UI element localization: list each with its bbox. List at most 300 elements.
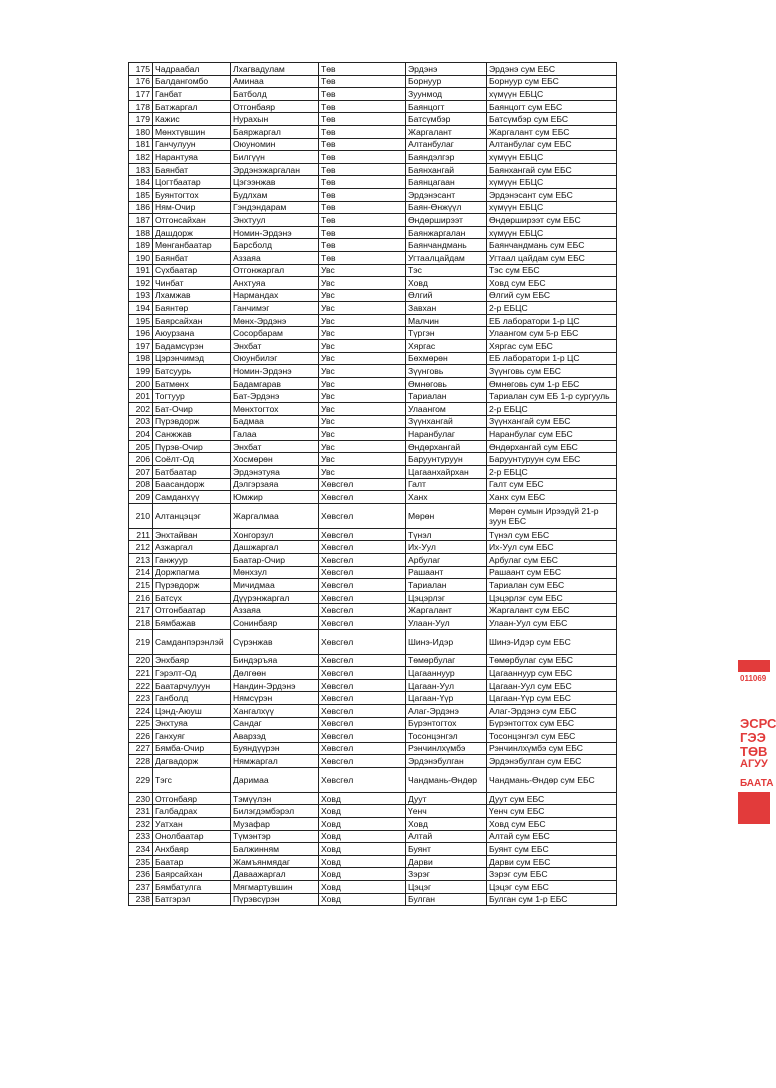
stamp-text-3: ГЭЭ — [740, 730, 766, 745]
table-row — [129, 528, 617, 541]
cell-sum: Ховд — [406, 277, 487, 290]
table-row — [129, 579, 617, 592]
cell-sum: Галт — [406, 478, 487, 491]
cell-parent: Нямжаргал — [231, 755, 319, 768]
cell-sum: Цагаанхайрхан — [406, 466, 487, 479]
table-row — [129, 188, 617, 201]
cell-sum: Мөрөн — [406, 503, 487, 528]
cell-sum: Эрдэнэбулган — [406, 755, 487, 768]
cell-name: Баатар — [153, 855, 231, 868]
cell-place: ЕБ лаборатори 1-р ЦС — [487, 314, 617, 327]
cell-aimag: Төв — [319, 88, 406, 101]
cell-name: Энхтуяа — [153, 717, 231, 730]
cell-sum: Улаан-Уул — [406, 616, 487, 629]
cell-aimag: Хөвсгөл — [319, 503, 406, 528]
cell-place: Өмнөговь сум 1-р ЕБС — [487, 377, 617, 390]
cell-sum: Баян-Өнжүүл — [406, 201, 487, 214]
cell-parent: Сүрэнжав — [231, 629, 319, 654]
cell-parent: Мягмартувшин — [231, 881, 319, 894]
cell-name: Самданпэрэнлэй — [153, 629, 231, 654]
cell-aimag: Төв — [319, 226, 406, 239]
cell-name: Анхбаяр — [153, 843, 231, 856]
table-row — [129, 553, 617, 566]
cell-place: Баянцогт сум ЕБС — [487, 100, 617, 113]
cell-parent: Дөлгөөн — [231, 667, 319, 680]
cell-sum: Баянцогт — [406, 100, 487, 113]
cell-aimag: Хөвсгөл — [319, 717, 406, 730]
cell-parent: Дэлгэрзаяа — [231, 478, 319, 491]
cell-n: 238 — [129, 893, 153, 906]
cell-sum: Жаргалант — [406, 125, 487, 138]
table-row — [129, 75, 617, 88]
cell-sum: Өндөрхангай — [406, 440, 487, 453]
cell-place: хүмүүн ЕБЦС — [487, 201, 617, 214]
cell-sum: Зүүнговь — [406, 365, 487, 378]
cell-name: Соёлт-Од — [153, 453, 231, 466]
cell-name: Батсүх — [153, 591, 231, 604]
cell-place: Цагааннуур сум ЕБС — [487, 667, 617, 680]
cell-aimag: Увс — [319, 264, 406, 277]
cell-n: 198 — [129, 352, 153, 365]
cell-aimag: Увс — [319, 365, 406, 378]
stamp-text-4: ТӨВ — [740, 744, 768, 759]
cell-sum: Алаг-Эрдэнэ — [406, 704, 487, 717]
cell-parent: Аварзэд — [231, 730, 319, 743]
cell-place: Галт сум ЕБС — [487, 478, 617, 491]
cell-sum: Их-Уул — [406, 541, 487, 554]
stamp-text-2: ЭСРС — [740, 716, 776, 731]
cell-place: Арбулаг сум ЕБС — [487, 553, 617, 566]
cell-place: Алаг-Эрдэнэ сум ЕБС — [487, 704, 617, 717]
cell-place: Зэрэг сум ЕБС — [487, 868, 617, 881]
cell-aimag: Төв — [319, 125, 406, 138]
cell-n: 222 — [129, 679, 153, 692]
cell-place: 2-р ЕБЦС — [487, 403, 617, 416]
table-row — [129, 679, 617, 692]
cell-aimag: Хөвсгөл — [319, 491, 406, 504]
cell-aimag: Увс — [319, 415, 406, 428]
cell-place: Алтанбулаг сум ЕБС — [487, 138, 617, 151]
cell-name: Бямбажав — [153, 616, 231, 629]
cell-parent: Жаргалмаа — [231, 503, 319, 528]
table-row — [129, 201, 617, 214]
cell-aimag: Увс — [319, 327, 406, 340]
table-row — [129, 403, 617, 416]
cell-name: Балдангомбо — [153, 75, 231, 88]
cell-place: Хяргас сум ЕБС — [487, 340, 617, 353]
cell-n: 190 — [129, 251, 153, 264]
cell-n: 206 — [129, 453, 153, 466]
table-row — [129, 466, 617, 479]
table-row — [129, 365, 617, 378]
cell-sum: Тосонцэнгэл — [406, 730, 487, 743]
table-row — [129, 352, 617, 365]
cell-place: Жаргалант сум ЕБС — [487, 604, 617, 617]
cell-name: Мөнганбаатар — [153, 239, 231, 252]
cell-n: 221 — [129, 667, 153, 680]
cell-n: 215 — [129, 579, 153, 592]
cell-place: хүмүүн ЕБЦС — [487, 226, 617, 239]
cell-n: 225 — [129, 717, 153, 730]
cell-n: 195 — [129, 314, 153, 327]
cell-parent: Отгонжаргал — [231, 264, 319, 277]
table-row — [129, 163, 617, 176]
cell-n: 237 — [129, 881, 153, 894]
cell-parent: Батболд — [231, 88, 319, 101]
cell-parent: Аззаяа — [231, 604, 319, 617]
cell-sum: Жаргалант — [406, 604, 487, 617]
cell-parent: Гэндэндарам — [231, 201, 319, 214]
cell-aimag: Хөвсгөл — [319, 591, 406, 604]
cell-sum: Тэс — [406, 264, 487, 277]
cell-n: 200 — [129, 377, 153, 390]
cell-n: 184 — [129, 176, 153, 189]
cell-name: Бат-Очир — [153, 403, 231, 416]
cell-sum: Тариалан — [406, 579, 487, 592]
cell-name: Сүхбаатар — [153, 264, 231, 277]
cell-aimag: Ховд — [319, 893, 406, 906]
cell-sum: Баянжаргалан — [406, 226, 487, 239]
cell-aimag: Төв — [319, 239, 406, 252]
cell-aimag: Хөвсгөл — [319, 679, 406, 692]
cell-n: 211 — [129, 528, 153, 541]
cell-place: Тосонцэнгэл сум ЕБС — [487, 730, 617, 743]
cell-aimag: Төв — [319, 251, 406, 264]
table-row — [129, 453, 617, 466]
cell-parent: Мөнхзул — [231, 566, 319, 579]
cell-sum: Зүүнхангай — [406, 415, 487, 428]
cell-parent: Сандаг — [231, 717, 319, 730]
cell-place: Их-Уул сум ЕБС — [487, 541, 617, 554]
cell-n: 227 — [129, 742, 153, 755]
cell-sum: Бүрэнтогтох — [406, 717, 487, 730]
cell-parent: Номин-Эрдэнэ — [231, 226, 319, 239]
table-row — [129, 377, 617, 390]
cell-aimag: Хөвсгөл — [319, 478, 406, 491]
cell-name: Уатхан — [153, 818, 231, 831]
cell-parent: Энхбат — [231, 440, 319, 453]
cell-place: Эрдэнэ сум ЕБС — [487, 63, 617, 76]
cell-aimag: Хөвсгөл — [319, 553, 406, 566]
cell-sum: Наранбулаг — [406, 428, 487, 441]
cell-n: 186 — [129, 201, 153, 214]
cell-n: 182 — [129, 151, 153, 164]
cell-place: Рэнчинлхүмбэ сум ЕБС — [487, 742, 617, 755]
cell-parent: Баяржаргал — [231, 125, 319, 138]
cell-sum: Чандмань-Өндөр — [406, 767, 487, 792]
cell-aimag: Увс — [319, 440, 406, 453]
table-row — [129, 340, 617, 353]
cell-name: Отгонсайхан — [153, 214, 231, 227]
cell-place: Булган сум 1-р ЕБС — [487, 893, 617, 906]
cell-n: 217 — [129, 604, 153, 617]
cell-sum: Зэрэг — [406, 868, 487, 881]
cell-aimag: Төв — [319, 75, 406, 88]
cell-parent: Хангалхүү — [231, 704, 319, 717]
cell-name: Дашдорж — [153, 226, 231, 239]
cell-name: Батсуурь — [153, 365, 231, 378]
cell-n: 183 — [129, 163, 153, 176]
cell-place: Зүүнхангай сум ЕБС — [487, 415, 617, 428]
cell-sum: Цагааннуур — [406, 667, 487, 680]
cell-n: 189 — [129, 239, 153, 252]
cell-parent: Дашжаргал — [231, 541, 319, 554]
cell-name: Бямба-Очир — [153, 742, 231, 755]
cell-place: Баянхангай сум ЕБС — [487, 163, 617, 176]
table-row — [129, 604, 617, 617]
cell-aimag: Ховд — [319, 830, 406, 843]
cell-place: ЕБ лаборатори 1-р ЦС — [487, 352, 617, 365]
cell-aimag: Увс — [319, 277, 406, 290]
cell-parent: Балжинням — [231, 843, 319, 856]
cell-n: 220 — [129, 654, 153, 667]
cell-name: Мөнхтүвшин — [153, 125, 231, 138]
cell-sum: Өндөрширээт — [406, 214, 487, 227]
cell-n: 178 — [129, 100, 153, 113]
cell-parent: Мичидмаа — [231, 579, 319, 592]
cell-n: 236 — [129, 868, 153, 881]
cell-aimag: Увс — [319, 340, 406, 353]
cell-sum: Эрдэнэ — [406, 63, 487, 76]
cell-parent: Даваажаргал — [231, 868, 319, 881]
cell-place: Баянчандмань сум ЕБС — [487, 239, 617, 252]
cell-place: Тариалан сум ЕБ 1-р сургууль — [487, 390, 617, 403]
cell-n: 231 — [129, 805, 153, 818]
cell-parent: Мөнх-Эрдэнэ — [231, 314, 319, 327]
table-row — [129, 239, 617, 252]
stamp-text-5: АГУУ — [740, 758, 768, 770]
cell-sum: Түнэл — [406, 528, 487, 541]
cell-aimag: Ховд — [319, 805, 406, 818]
table-row — [129, 289, 617, 302]
cell-n: 235 — [129, 855, 153, 868]
cell-n: 192 — [129, 277, 153, 290]
cell-parent: Сонинбаяр — [231, 616, 319, 629]
cell-n: 213 — [129, 553, 153, 566]
cell-aimag: Хөвсгөл — [319, 654, 406, 667]
cell-parent: Түмэнтэр — [231, 830, 319, 843]
cell-sum: Зуунмод — [406, 88, 487, 101]
cell-sum: Батсүмбэр — [406, 113, 487, 126]
cell-n: 207 — [129, 466, 153, 479]
cell-aimag: Хөвсгөл — [319, 604, 406, 617]
cell-name: Энхтайван — [153, 528, 231, 541]
table-row — [129, 767, 617, 792]
cell-sum: Баянхангай — [406, 163, 487, 176]
cell-aimag: Хөвсгөл — [319, 730, 406, 743]
cell-name: Баянбат — [153, 163, 231, 176]
table-row — [129, 264, 617, 277]
cell-sum: Борнуур — [406, 75, 487, 88]
table-row — [129, 629, 617, 654]
cell-name: Цогтбаатар — [153, 176, 231, 189]
cell-n: 209 — [129, 491, 153, 504]
cell-name: Баярсайхан — [153, 868, 231, 881]
cell-parent: Пүрэвсүрэн — [231, 893, 319, 906]
cell-name: Алтанцэцэг — [153, 503, 231, 528]
table-row — [129, 704, 617, 717]
cell-place: Цэцэг сум ЕБС — [487, 881, 617, 894]
cell-aimag: Увс — [319, 377, 406, 390]
cell-sum: Өмнөговь — [406, 377, 487, 390]
cell-n: 191 — [129, 264, 153, 277]
cell-n: 228 — [129, 755, 153, 768]
table-row — [129, 742, 617, 755]
cell-n: 234 — [129, 843, 153, 856]
cell-aimag: Хөвсгөл — [319, 692, 406, 705]
cell-parent: Музафар — [231, 818, 319, 831]
cell-n: 218 — [129, 616, 153, 629]
cell-parent: Бадмаа — [231, 415, 319, 428]
cell-n: 196 — [129, 327, 153, 340]
table-body — [129, 63, 617, 906]
cell-place: Дарви сум ЕБС — [487, 855, 617, 868]
cell-n: 177 — [129, 88, 153, 101]
cell-aimag: Хөвсгөл — [319, 704, 406, 717]
cell-name: Азжаргал — [153, 541, 231, 554]
cell-name: Баасандорж — [153, 478, 231, 491]
cell-place: Рашаант сум ЕБС — [487, 566, 617, 579]
cell-name: Санжжав — [153, 428, 231, 441]
cell-aimag: Увс — [319, 466, 406, 479]
table-row — [129, 428, 617, 441]
cell-name: Кажис — [153, 113, 231, 126]
cell-parent: Аминаа — [231, 75, 319, 88]
cell-place: Мөрөн сумын Ирээдүй 21-р зуун ЕБС — [487, 503, 617, 528]
table-row — [129, 478, 617, 491]
cell-name: Галбадрах — [153, 805, 231, 818]
cell-parent: Билэгдэмбэрэл — [231, 805, 319, 818]
cell-place: Батсүмбэр сум ЕБС — [487, 113, 617, 126]
cell-n: 199 — [129, 365, 153, 378]
cell-aimag: Төв — [319, 151, 406, 164]
cell-aimag: Увс — [319, 428, 406, 441]
table-row — [129, 692, 617, 705]
cell-parent: Нандин-Эрдэнэ — [231, 679, 319, 692]
cell-sum: Цагаан-Үүр — [406, 692, 487, 705]
cell-name: Отгонбаатар — [153, 604, 231, 617]
cell-place: Төмөрбулаг сум ЕБС — [487, 654, 617, 667]
cell-parent: Билгүүн — [231, 151, 319, 164]
cell-sum: Дарви — [406, 855, 487, 868]
cell-place: Баруунтуруун сум ЕБС — [487, 453, 617, 466]
cell-n: 219 — [129, 629, 153, 654]
table-row — [129, 100, 617, 113]
cell-name: Доржпагма — [153, 566, 231, 579]
cell-name: Баянбат — [153, 251, 231, 264]
cell-name: Бадамсүрэн — [153, 340, 231, 353]
table-row — [129, 415, 617, 428]
table-row — [129, 176, 617, 189]
cell-parent: Мөнхтогтох — [231, 403, 319, 416]
cell-sum: Завхан — [406, 302, 487, 315]
table-row — [129, 591, 617, 604]
cell-aimag: Хөвсгөл — [319, 528, 406, 541]
cell-sum: Өлгий — [406, 289, 487, 302]
table-row — [129, 491, 617, 504]
cell-parent: Баатар-Очир — [231, 553, 319, 566]
cell-parent: Эрдэнэтуяа — [231, 466, 319, 479]
cell-aimag: Увс — [319, 314, 406, 327]
cell-aimag: Ховд — [319, 818, 406, 831]
table-row — [129, 214, 617, 227]
cell-name: Баярсайхан — [153, 314, 231, 327]
cell-n: 187 — [129, 214, 153, 227]
cell-aimag: Увс — [319, 352, 406, 365]
cell-place: Цагаан-Уул сум ЕБС — [487, 679, 617, 692]
table-row — [129, 730, 617, 743]
cell-place: Чандмань-Өндөр сум ЕБС — [487, 767, 617, 792]
cell-place: хүмүүн ЕБЦС — [487, 176, 617, 189]
cell-n: 212 — [129, 541, 153, 554]
cell-aimag: Төв — [319, 201, 406, 214]
cell-name: Отгонбаяр — [153, 792, 231, 805]
cell-parent: Биндэръяа — [231, 654, 319, 667]
cell-aimag: Хөвсгөл — [319, 742, 406, 755]
cell-parent: Лхагвадулам — [231, 63, 319, 76]
cell-n: 223 — [129, 692, 153, 705]
cell-parent: Аззаяа — [231, 251, 319, 264]
cell-parent: Отгонбаяр — [231, 100, 319, 113]
cell-parent: Сосорбарам — [231, 327, 319, 340]
table-row — [129, 616, 617, 629]
cell-place: Үенч сум ЕБС — [487, 805, 617, 818]
cell-parent: Номин-Эрдэнэ — [231, 365, 319, 378]
cell-n: 205 — [129, 440, 153, 453]
cell-n: 181 — [129, 138, 153, 151]
cell-aimag: Ховд — [319, 881, 406, 894]
table-row — [129, 717, 617, 730]
cell-n: 179 — [129, 113, 153, 126]
table-row — [129, 277, 617, 290]
cell-place: Тэс сум ЕБС — [487, 264, 617, 277]
cell-sum: Хяргас — [406, 340, 487, 353]
cell-name: Цэрэнчимэд — [153, 352, 231, 365]
cell-place: Өлгий сум ЕБС — [487, 289, 617, 302]
cell-n: 229 — [129, 767, 153, 792]
cell-place: Ховд сум ЕБС — [487, 277, 617, 290]
cell-place: Бүрэнтогтох сум ЕБС — [487, 717, 617, 730]
table-row — [129, 792, 617, 805]
cell-sum: Баяндэлгэр — [406, 151, 487, 164]
cell-parent: Анхтуяа — [231, 277, 319, 290]
cell-n: 197 — [129, 340, 153, 353]
stamp-text-6: БААТА — [740, 778, 774, 789]
cell-n: 210 — [129, 503, 153, 528]
cell-place: Цагаан-Үүр сум ЕБС — [487, 692, 617, 705]
cell-aimag: Хөвсгөл — [319, 667, 406, 680]
cell-parent: Дүүрэнжаргал — [231, 591, 319, 604]
cell-name: Пүрэв-Очир — [153, 440, 231, 453]
cell-parent: Будлхам — [231, 188, 319, 201]
cell-aimag: Төв — [319, 113, 406, 126]
cell-name: Буянтогтох — [153, 188, 231, 201]
cell-sum: Малчин — [406, 314, 487, 327]
cell-name: Ганбат — [153, 88, 231, 101]
cell-name: Тэгс — [153, 767, 231, 792]
table-row — [129, 830, 617, 843]
cell-parent: Даримаа — [231, 767, 319, 792]
cell-name: Баатарчулуун — [153, 679, 231, 692]
cell-place: Жаргалант сум ЕБС — [487, 125, 617, 138]
cell-parent: Нурахын — [231, 113, 319, 126]
cell-name: Баянтөр — [153, 302, 231, 315]
table-row — [129, 855, 617, 868]
cell-place: Улаан-Уул сум ЕБС — [487, 616, 617, 629]
table-row — [129, 63, 617, 76]
cell-sum: Шинэ-Идэр — [406, 629, 487, 654]
cell-sum: Дуут — [406, 792, 487, 805]
